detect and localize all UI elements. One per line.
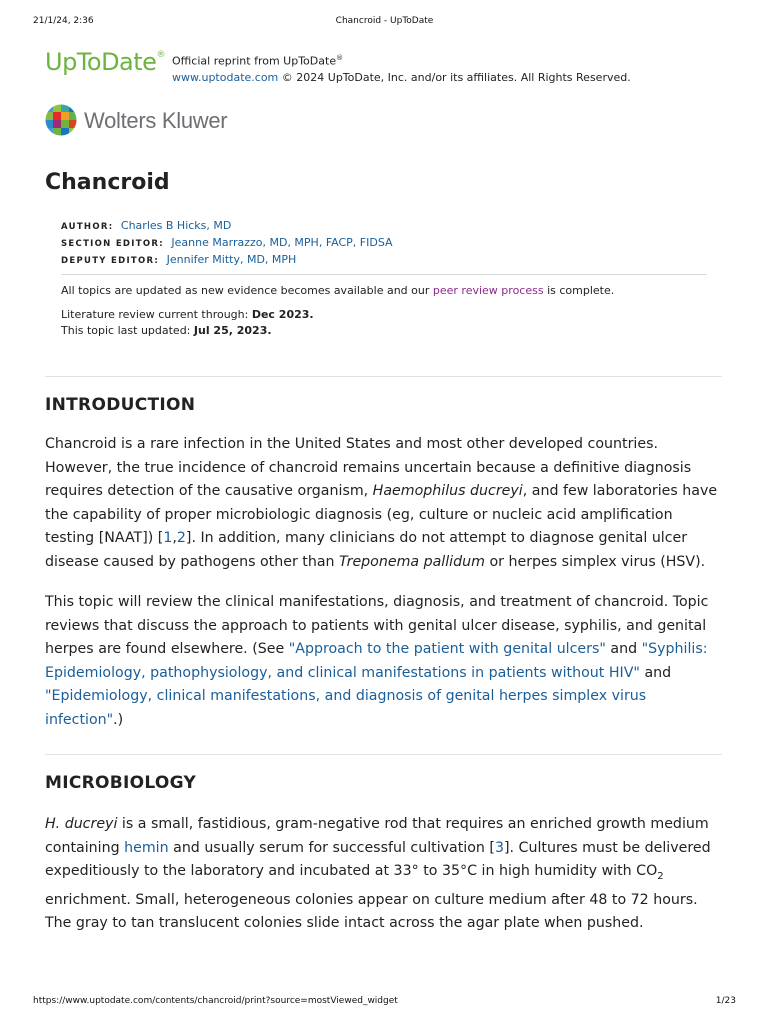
deputy-editor-link[interactable]: Jennifer Mitty, MD, MPH (166, 253, 297, 266)
update-note-text: All topics are updated as new evidence becomes available and our (61, 284, 433, 297)
last-updated-label: This topic last updated: (61, 324, 194, 337)
section-editor-link[interactable]: Jeanne Marrazzo, MD, MPH, FACP, FIDSA (171, 236, 393, 249)
reprint-notice (172, 50, 631, 86)
lit-review-line (61, 307, 614, 323)
micro-text: enrichment. Small, heterogeneous colonies appear on culture medium after 48 to 72 hours. The gray to tan translucent colonies slide intact across the agar plate when pushed. (45, 891, 698, 932)
last-updated-line (61, 323, 614, 339)
micro-text: is a small, fastidious, gram-negative rod that requires an enriched growth medium containing (45, 816, 709, 856)
section-editor-row (61, 235, 393, 252)
intro-text: ]. In addition, many clinicians do not attempt to diagnose genital ulcer disease caused by pathogens other than (45, 530, 688, 570)
intro-text: This topic will review the clinical manifestations, diagnosis, and treatment of chancroid. Topic reviews that discuss the approach to patients with genital ulcer disease, syphilis, and genital herpes are found elsewhere. (See (45, 594, 709, 658)
page-number: 1/23 (715, 996, 736, 1006)
reference-link-3[interactable]: 3 (494, 839, 504, 856)
introduction-heading: INTRODUCTION (45, 395, 196, 415)
print-document-title: Chancroid - UpToDate (335, 16, 434, 26)
registered-mark: ® (156, 50, 165, 60)
copyright-text: © 2024 UpToDate, Inc. and/or its affiliates. All Rights Reserved. (278, 70, 631, 84)
article-title: Chancroid (45, 170, 170, 195)
print-date: 21/1/24, 2:36 (33, 16, 94, 26)
organism-name: Treponema pallidum (339, 553, 485, 570)
print-footer (33, 996, 736, 1010)
author-row (61, 218, 393, 235)
print-url: https://www.uptodate.com/contents/chancroid/print?source=mostViewed_widget (33, 996, 398, 1006)
subscript: 2 (657, 871, 664, 883)
intro-text: Chancroid is a rare infection in the United States and most other developed countries. However, the true incidence of chancroid remains uncertain because a definitive diagnosis requires detection of the causative organism, (45, 436, 692, 500)
syphilis-topic-link[interactable]: "Syphilis: Epidemiology, pathophysiology, and clinical manifestations in patients without HIV" (45, 641, 708, 681)
reprint-line: Official reprint from UpToDate (172, 54, 337, 68)
wolters-kluwer-globe-icon (45, 104, 77, 136)
intro-text: or herpes simplex virus (HSV). (484, 553, 706, 570)
reference-link-1[interactable]: 1 (163, 530, 173, 547)
section-divider (45, 376, 722, 377)
author-role: AUTHOR: (61, 222, 114, 232)
micro-text: and usually serum for successful cultivation [ (168, 839, 495, 856)
deputy-editor-role: DEPUTY EDITOR: (61, 256, 160, 266)
lit-review-label: Literature review current through: (61, 308, 252, 321)
intro-text: and (639, 664, 672, 681)
section-editor-role: SECTION EDITOR: (61, 239, 164, 249)
uptodate-site-link[interactable]: www.uptodate.com (172, 70, 279, 84)
update-info (61, 283, 614, 339)
genital-ulcers-topic-link[interactable]: "Approach to the patient with genital ulcers" (288, 641, 606, 658)
uptodate-logo-text: UpToDate (45, 48, 157, 76)
intro-text: , (172, 530, 177, 547)
hemin-drug-link[interactable]: hemin (124, 839, 169, 856)
organism-name: H. ducreyi (45, 816, 118, 832)
editor-credits (61, 218, 393, 269)
intro-text: and (605, 641, 642, 658)
last-updated-date: Jul 25, 2023. (193, 324, 272, 337)
peer-review-link[interactable]: peer review process (432, 284, 544, 297)
wolters-kluwer-wordmark: Wolters Kluwer (84, 108, 228, 133)
print-header (33, 16, 736, 30)
introduction-paragraph-2 (45, 591, 725, 733)
reference-link-2[interactable]: 2 (176, 530, 186, 547)
uptodate-logo[interactable] (45, 48, 165, 76)
microbiology-heading: MICROBIOLOGY (45, 773, 197, 793)
organism-name: Haemophilus ducreyi (372, 483, 523, 500)
introduction-paragraph-1 (45, 433, 725, 575)
lit-review-date: Dec 2023. (251, 308, 314, 321)
update-note-end: is complete. (543, 284, 615, 297)
reprint-registered-mark: ® (336, 54, 344, 62)
deputy-editor-row (61, 252, 393, 269)
intro-text: , and few laboratories have the capability of proper microbiologic diagnosis (eg, culture or nucleic acid amplification testing [NAAT]) [ (45, 483, 718, 547)
micro-text: ]. Cultures must be delivered expeditiously to the laboratory and incubated at 33° to 35°C in high humidity with CO (45, 839, 711, 880)
genital-herpes-topic-link[interactable]: "Epidemiology, clinical manifestations, and diagnosis of genital herpes simplex virus infection" (45, 688, 647, 728)
microbiology-paragraph (45, 813, 725, 936)
author-link[interactable]: Charles B Hicks, MD (120, 219, 232, 232)
intro-text: .) (113, 711, 124, 728)
divider (61, 274, 707, 275)
section-divider (45, 754, 722, 755)
update-note (61, 283, 614, 299)
